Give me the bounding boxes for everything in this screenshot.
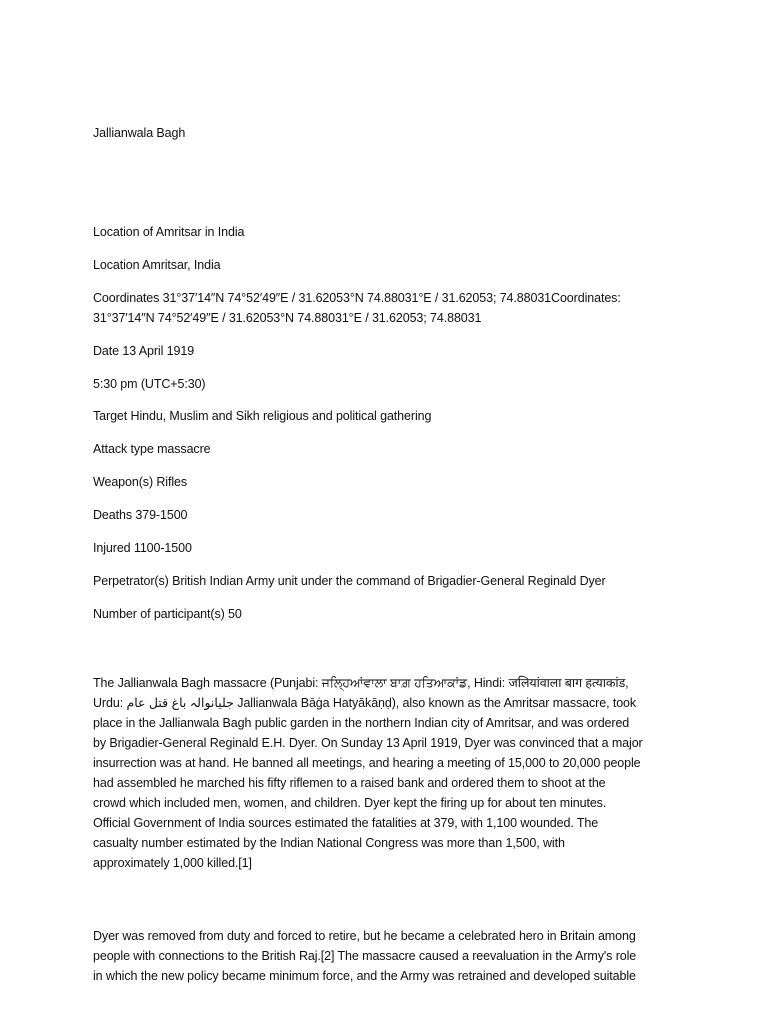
location-field: Location Amritsar, India bbox=[93, 258, 221, 272]
injured-field: Injured 1100-1500 bbox=[93, 541, 192, 555]
paragraph-line: had assembled he marched his fifty riflemen to a raised bank and ordered them to shoot at the bbox=[93, 776, 606, 790]
deaths-field: Deaths 379-1500 bbox=[93, 508, 188, 522]
paragraph-line: Dyer was removed from duty and forced to retire, but he became a celebrated hero in Britain among bbox=[93, 929, 636, 943]
coordinates-field-line-1: Coordinates 31°37′14″N 74°52′49″E / 31.62053°N 74.88031°E / 31.62053; 74.88031Coordinates: bbox=[93, 291, 621, 305]
paragraph-line: Urdu: جلیانوالہ باغ قتل عام Jallianwala Bāġa Hatyākāṇḍ), also known as the Amritsar massacre, took bbox=[93, 696, 637, 710]
location-caption: Location of Amritsar in India bbox=[93, 225, 245, 239]
paragraph-line: place in the Jallianwala Bagh public garden in the northern Indian city of Amritsar, and was ordered bbox=[93, 716, 630, 730]
paragraph-line: approximately 1,000 killed.[1] bbox=[93, 856, 252, 870]
paragraph-massacre bbox=[93, 673, 683, 873]
paragraph-line: people with connections to the British Raj.[2] The massacre caused a reevaluation in the Army's role bbox=[93, 949, 637, 963]
paragraph-line: insurrection was at hand. He banned all meetings, and hearing a meeting of 15,000 to 20,000 people bbox=[93, 756, 641, 770]
target-field: Target Hindu, Muslim and Sikh religious and political gathering bbox=[93, 409, 432, 423]
weapons-field: Weapon(s) Rifles bbox=[93, 475, 188, 489]
paragraph-line: by Brigadier-General Reginald E.H. Dyer. On Sunday 13 April 1919, Dyer was convinced that a major bbox=[93, 736, 643, 750]
paragraph-line: Official Government of India sources estimated the fatalities at 379, with 1,100 wounded. The bbox=[93, 816, 599, 830]
paragraph-line: casualty number estimated by the Indian National Congress was more than 1,500, with bbox=[93, 836, 565, 850]
document-title: Jallianwala Bagh bbox=[93, 126, 186, 140]
participants-field: Number of participant(s) 50 bbox=[93, 607, 242, 621]
paragraph-line: The Jallianwala Bagh massacre (Punjabi: ਜਲ੍ਹਿਆਂਵਾਲਾ ਬਾਗ਼ ਹਤਿਆਕਾਂਡ, Hindi: जलियांवाला बाग हत्याकांड, bbox=[93, 676, 629, 690]
attack-type-field: Attack type massacre bbox=[93, 442, 211, 456]
date-field: Date 13 April 1919 bbox=[93, 344, 195, 358]
coordinates-field-line-2: 31°37′14″N 74°52′49″E / 31.62053°N 74.88031°E / 31.62053; 74.88031 bbox=[93, 311, 482, 325]
paragraph-aftermath bbox=[93, 926, 683, 986]
time-field: 5:30 pm (UTC+5:30) bbox=[93, 377, 206, 391]
perpetrators-field: Perpetrator(s) British Indian Army unit under the command of Brigadier-General Reginald Dyer bbox=[93, 574, 606, 588]
paragraph-line: crowd which included men, women, and children. Dyer kept the firing up for about ten minutes. bbox=[93, 796, 607, 810]
paragraph-line: in which the new policy became minimum force, and the Army was retrained and developed suitable bbox=[93, 969, 636, 983]
